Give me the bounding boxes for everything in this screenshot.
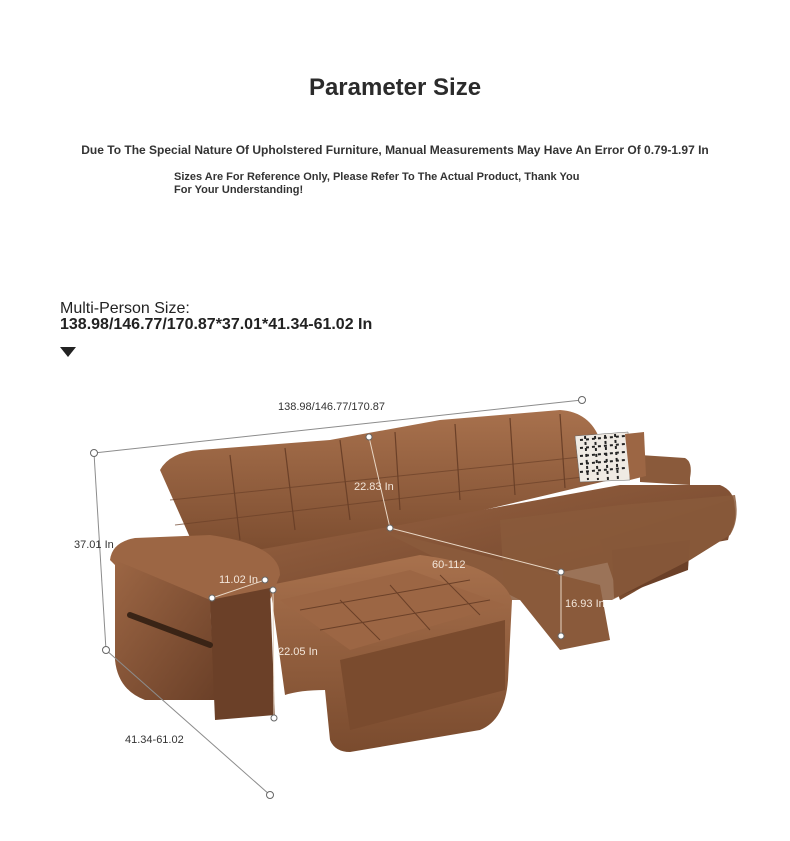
dim-armrest-height: 22.05 In <box>278 646 318 658</box>
measurement-error-note: Due To The Special Nature Of Upholstered Furniture, Manual Measurements May Have An Error Of 0.79-1.97 In <box>81 143 709 157</box>
dim-recline-range: 60-112 <box>432 559 466 571</box>
pillow <box>575 432 646 482</box>
dim-depth: 41.34-61.02 <box>125 734 184 746</box>
page-title: Parameter Size <box>308 74 482 101</box>
dim-width: 138.98/146.77/170.87 <box>278 401 386 413</box>
dim-height: 37.01 In <box>74 539 114 551</box>
size-value: 138.98/146.77/170.87*37.01*41.34-61.02 In <box>60 316 373 333</box>
dim-backrest-height: 22.83 In <box>354 481 394 493</box>
dim-seat-height: 16.93 In <box>565 598 605 610</box>
sofa-armrest-left <box>110 535 280 720</box>
reference-note: Sizes Are For Reference Only, Please Refer To The Actual Product, Thank You For Your Understanding! <box>174 171 580 196</box>
sofa-armrest-right <box>640 455 691 485</box>
size-label: Multi-Person Size: <box>60 300 190 317</box>
dim-armrest-width: 11.02 In <box>219 574 258 586</box>
